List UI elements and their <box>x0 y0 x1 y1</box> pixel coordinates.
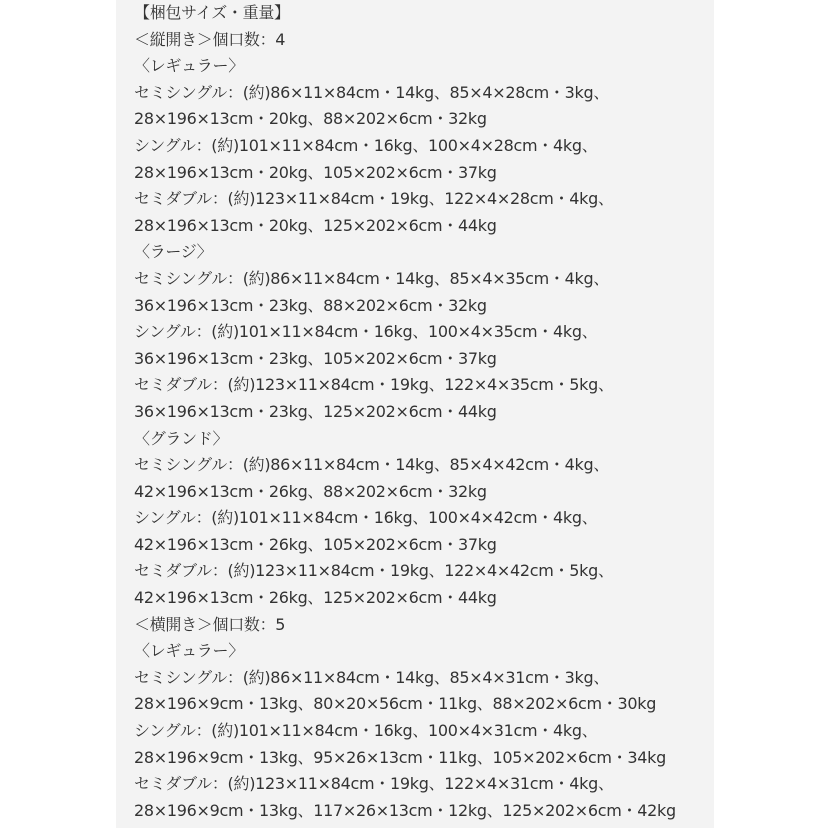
spec-line: 42×196×13cm・26kg、125×202×6cm・44kg <box>134 588 497 608</box>
regular-heading: 〈レギュラー〉 <box>134 56 244 76</box>
spec-line: 36×196×13cm・23kg、125×202×6cm・44kg <box>134 401 497 421</box>
spec-line: 28×196×9cm・13kg、117×26×13cm・12kg、125×202×6cm・42kg <box>134 800 676 820</box>
spec-line: 36×196×13cm・23kg、88×202×6cm・32kg <box>134 295 487 315</box>
spec-line: 28×196×13cm・20kg、125×202×6cm・44kg <box>134 215 497 235</box>
spec-line: シングル：(約)101×11×84cm・16kg、100×4×42cm・4kg、 <box>134 508 598 528</box>
spec-panel <box>116 0 714 828</box>
section-heading: 【梱包サイズ・重量】 <box>134 3 290 22</box>
spec-line: セミシングル：(約)86×11×84cm・14kg、85×4×28cm・3kg、 <box>134 82 610 102</box>
packing-spec-text <box>134 0 710 824</box>
spec-line: セミダブル：(約)123×11×84cm・19kg、122×4×35cm・5kg、 <box>134 375 614 395</box>
vertical-open-heading: ＜縦開き＞個口数：4 <box>134 29 286 49</box>
spec-line: シングル：(約)101×11×84cm・16kg、100×4×31cm・4kg、 <box>134 721 598 741</box>
spec-line: セミダブル：(約)123×11×84cm・19kg、122×4×31cm・4kg、 <box>134 774 614 794</box>
horizontal-open-heading: ＜横開き＞個口数：5 <box>134 614 286 634</box>
regular-heading: 〈レギュラー〉 <box>134 641 244 661</box>
large-heading: 〈ラージ〉 <box>134 242 213 262</box>
grand-heading: 〈グランド〉 <box>134 428 229 448</box>
spec-line: セミシングル：(約)86×11×84cm・14kg、85×4×35cm・4kg、 <box>134 268 610 288</box>
spec-line: セミシングル：(約)86×11×84cm・14kg、85×4×42cm・4kg、 <box>134 455 610 475</box>
spec-line: セミダブル：(約)123×11×84cm・19kg、122×4×42cm・5kg、 <box>134 561 614 581</box>
spec-line: 42×196×13cm・26kg、88×202×6cm・32kg <box>134 481 487 501</box>
spec-line: 28×196×13cm・20kg、88×202×6cm・32kg <box>134 109 487 129</box>
spec-line: 36×196×13cm・23kg、105×202×6cm・37kg <box>134 348 497 368</box>
spec-line: セミシングル：(約)86×11×84cm・14kg、85×4×31cm・3kg、 <box>134 667 610 687</box>
spec-line: 28×196×9cm・13kg、95×26×13cm・11kg、105×202×6cm・34kg <box>134 747 666 767</box>
spec-line: 28×196×9cm・13kg、80×20×56cm・11kg、88×202×6cm・30kg <box>134 694 657 714</box>
spec-line: シングル：(約)101×11×84cm・16kg、100×4×35cm・4kg、 <box>134 322 598 342</box>
spec-line: セミダブル：(約)123×11×84cm・19kg、122×4×28cm・4kg、 <box>134 189 614 209</box>
spec-line: 28×196×13cm・20kg、105×202×6cm・37kg <box>134 162 497 182</box>
spec-line: 42×196×13cm・26kg、105×202×6cm・37kg <box>134 534 497 554</box>
spec-line: シングル：(約)101×11×84cm・16kg、100×4×28cm・4kg、 <box>134 135 598 155</box>
